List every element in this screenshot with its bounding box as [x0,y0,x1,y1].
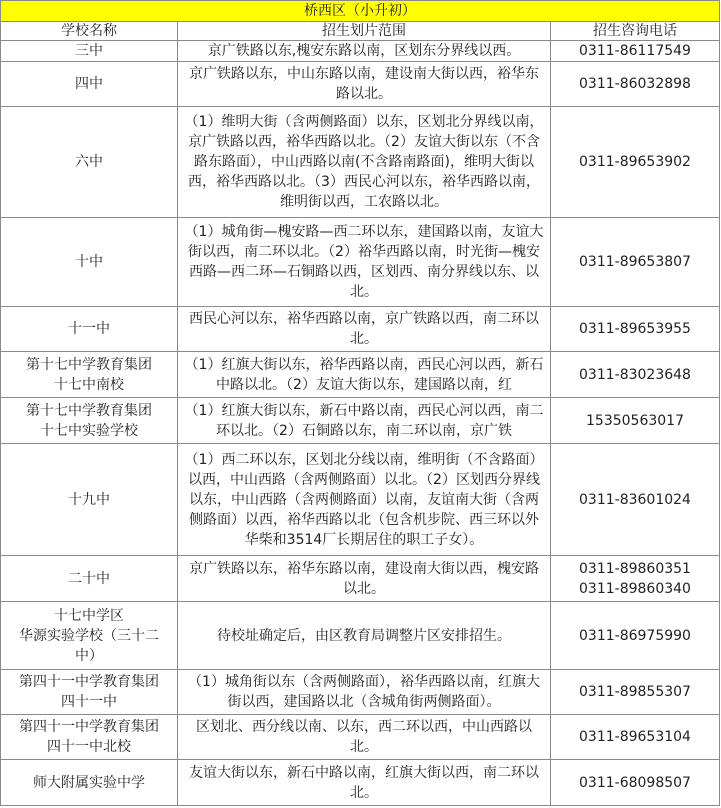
phone-cell [551,715,720,760]
phone-number: 0311-89653807 [579,254,691,270]
school-name: 第四十一中学教育集团 [19,719,159,735]
enrollment-range: 区划北、西分线以南、以东，西二环以西，中山西路以北。 [178,715,551,760]
phone-number: 0311-83601024 [579,491,691,508]
enrollment-range: （1）红旗大街以东，裕华西路以南，西民心河以西，新石中路以北。（2）友谊大街以东，建国路以南，红 [178,352,551,398]
school-name: 中） [75,647,103,664]
school-name-cell [1,41,178,62]
school-name: 二十中 [68,570,110,587]
school-name-cell [1,218,178,307]
table-body [1,1,720,806]
school-name: 第十七中学教育集团 [26,356,152,373]
phone-cell [551,352,720,398]
school-name-cell [1,307,178,352]
phone-number: 0311-89653902 [579,154,691,170]
school-name: 十一中 [68,321,110,337]
phone-cell [551,602,720,670]
table-row [1,760,720,806]
school-name: 师大附属实验中学 [33,774,145,791]
school-name-cell [1,670,178,715]
phone-cell [551,62,720,107]
phone-number: 0311-89653955 [579,321,691,337]
table-row [1,556,720,602]
enrollment-range: 西民心河以东，裕华西路以南，京广铁路以西，南二环以北。 [178,307,551,352]
phone-cell [551,670,720,715]
school-name: 十中 [75,254,103,270]
school-name-cell [1,444,178,556]
table-row [1,107,720,218]
table-row [1,218,720,307]
phone-number: 0311-86975990 [579,627,691,644]
school-name-cell [1,602,178,670]
phone-number: 0311-86117549 [579,43,691,59]
table-row [1,670,720,715]
table-row [1,398,720,444]
school-name-cell [1,398,178,444]
school-name: 十七中实验学校 [40,422,138,439]
header-phone: 招生咨询电话 [551,22,720,41]
enrollment-range: （1）城角街以东（含两侧路面），裕华西路以南，红旗大街以西，建国路以北（含城角街两侧路面）。 [178,670,551,715]
phone-cell [551,107,720,218]
phone-cell [551,556,720,602]
phone-number: 0311-89860340 [579,580,691,597]
enrollment-range: 京广铁路以东，中山东路以南，建设南大街以西，裕华东路以北。 [178,62,551,107]
school-name: 十七中学区 [54,607,124,624]
enrollment-range: 待校址确定后，由区教育局调整片区安排招生。 [178,602,551,670]
enrollment-range: （1）红旗大街以东，新石中路以南，西民心河以西，南二环以北。（2）石铜路以东，南二环以南，京广铁 [178,398,551,444]
school-name: 十九中 [68,491,110,508]
school-name-cell [1,107,178,218]
phone-number: 0311-89855307 [579,684,691,700]
header-school: 学校名称 [1,22,178,41]
phone-number: 0311-68098507 [579,774,691,791]
header-row [1,22,720,41]
phone-cell [551,444,720,556]
phone-number: 0311-83023648 [579,366,691,383]
table-row [1,444,720,556]
phone-number: 0311-89860351 [579,560,691,577]
school-name: 华源实验学校（三十二 [19,627,159,644]
phone-cell [551,218,720,307]
title-row [1,1,720,22]
enrollment-range: （1）城角街—槐安路—西二环以东，建国路以南，友谊大街以西，南二环以北。（2）裕华西路以南，时光街—槐安西路—西二环—石铜路以西，区划西、南分界线以东、以北。 [178,218,551,307]
school-name-cell [1,62,178,107]
school-name-cell [1,760,178,806]
school-name: 六中 [75,154,103,170]
enrollment-range: 京广铁路以东,槐安东路以南，区划东分界线以西。 [178,41,551,62]
header-range: 招生划片范围 [178,22,551,41]
phone-number: 0311-89653104 [579,729,691,745]
school-name: 四中 [75,76,103,92]
school-name: 三中 [75,43,103,59]
phone-number: 0311-86032898 [579,76,691,92]
school-name-cell [1,715,178,760]
phone-number: 15350563017 [586,412,684,429]
phone-cell [551,398,720,444]
school-name: 十七中南校 [54,376,124,393]
table-row [1,352,720,398]
school-name: 第十七中学教育集团 [26,402,152,419]
phone-cell [551,41,720,62]
enrollment-range: 京广铁路以东，裕华东路以南，建设南大街以西，槐安路以北。 [178,556,551,602]
school-name-cell [1,352,178,398]
school-name: 四十一中北校 [47,739,131,755]
table-title: 桥西区（小升初） [1,1,720,22]
school-name-cell [1,556,178,602]
phone-cell [551,760,720,806]
table-row [1,715,720,760]
school-name: 第四十一中学教育集团 [19,674,159,690]
school-name: 四十一中 [61,694,117,710]
table-row [1,307,720,352]
table-row [1,602,720,670]
enrollment-range: （1）西二环以东，区划北分线以南，维明街（不含路面）以西，中山西路（含两侧路面）以北。（2）区划西分界线以东，中山西路（含两侧路面）以南，友谊南大街（含两侧路面）以西，裕华西路以北（包含机步院、西三环以外华柴和3514厂长期居住的职工子女）。 [178,444,551,556]
phone-cell [551,307,720,352]
table-row [1,62,720,107]
enrollment-range: 友谊大街以东，新石中路以南，红旗大街以西，南二环以北。 [178,760,551,806]
enrollment-range: （1）维明大街（含两侧路面）以东，区划北分界线以南，京广铁路以西，裕华西路以北。（2）友谊大街以东（不含路东路面），中山西路以南(不含路南路面)，维明大街以西，裕华西路以北。（3）西民心河以东，裕华西路以南，维明街以西，工农路以北。 [178,107,551,218]
table-row [1,41,720,62]
